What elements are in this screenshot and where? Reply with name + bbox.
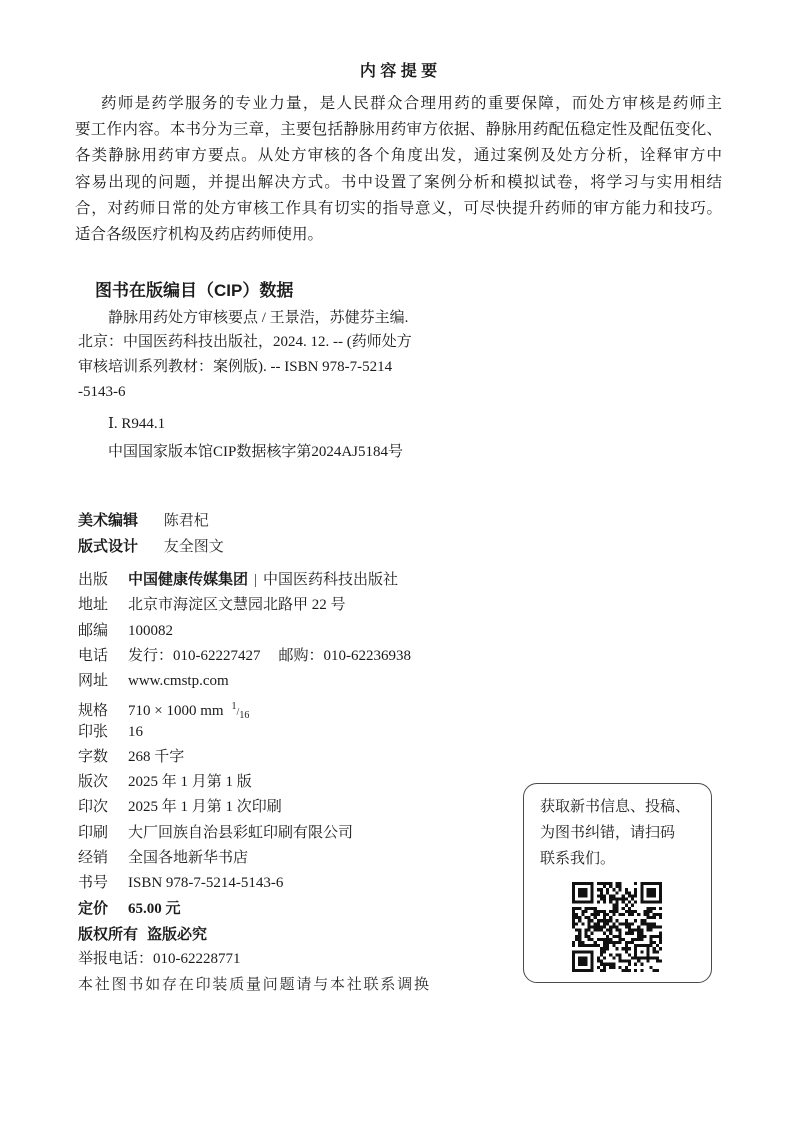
edition-row [78,770,498,795]
printer-row [78,821,498,846]
summary-paragraph [75,91,722,248]
cip-line: 北京：中国医药科技出版社，2024. 12. -- (药师处方 [78,334,412,350]
distributor-row [78,846,498,871]
format-fraction [232,694,250,728]
contact-text [540,794,705,872]
impression-value: 2025 年 1 月第 1 次印刷 [128,799,282,816]
postcode-label: 邮编 [78,622,109,639]
phone-row [78,644,498,669]
website-label: 网址 [78,673,109,689]
phone-label: 电话 [78,647,109,664]
printed-sheets-value: 16 [128,723,143,740]
piracy-warning: 盗版必究 [147,925,208,943]
impression-label: 印次 [78,799,109,816]
edition-label: 版次 [78,774,109,790]
summary-line: 容易出现的问题，并提出解决方式。书中设置了案例分析和模拟试卷，将学习与实用相结 [75,173,722,191]
cip-classification: Ⅰ. R944.1 [108,416,166,432]
isbn-row [78,871,498,896]
publisher-row [78,568,498,593]
price-value: 65.00 元 [128,901,181,918]
postcode-value: 100082 [128,622,173,639]
contact-line: 为图书纠错，请扫码 [540,825,676,841]
isbn-label: 书号 [78,875,109,891]
cip-line: -5143-6 [78,384,126,400]
format-denominator: 16 [239,710,250,722]
format-value: 710 × 1000 mm [128,703,224,720]
report-phone: 举报电话：010-62228771 [78,950,241,967]
summary-line: 要工作内容。本书分为三章，主要包括静脉用药审方依据、静脉用药配伍稳定性及配伍变化、 [75,121,722,139]
contact-box [523,783,712,983]
layout-design-row [78,534,224,558]
format-slash: / [236,707,240,719]
summary-line: 适合各级医疗机构及药店药师使用。 [75,225,324,243]
word-count-value: 268 千字 [128,748,185,765]
address-row [78,593,498,618]
address-label: 地址 [78,597,109,614]
publisher-separator: | [254,572,258,588]
format-label: 规格 [78,703,109,720]
publisher-group: 中国健康传媒集团 [128,572,249,588]
isbn-value: ISBN 978-7-5214-5143-6 [128,875,284,891]
website-value: www.cmstp.com [128,673,229,689]
publication-info [78,568,498,997]
printer-label: 印刷 [78,824,109,841]
format-numerator: 1 [231,701,237,713]
price-row [78,896,498,921]
contact-line: 获取新书信息、投稿、 [540,799,691,815]
printed-sheets-label: 印张 [78,723,109,740]
layout-design-label: 版式设计 [78,538,139,555]
art-editor-row [78,508,209,532]
summary-line: 合，对药师日常的处方审核工作具有切实的指导意义，可尽快提升药师的审方能力和技巧。 [75,199,722,217]
edition-value: 2025 年 1 月第 1 版 [128,774,252,790]
price-label: 定价 [78,900,109,918]
cip-record-number: 中国国家版本馆CIP数据核字第2024AJ5184号 [108,444,404,460]
distributor-label: 经销 [78,849,109,866]
word-count-row [78,745,498,770]
postcode-row [78,619,498,644]
publisher-label: 出版 [78,572,109,588]
quality-notice: 本社图书如存在印装质量问题请与本社联系调换 [78,975,431,993]
cip-line: 静脉用药处方审核要点 / 王景浩，苏健芬主编. [108,310,409,326]
publisher-name: 中国医药科技出版社 [263,572,399,588]
printer-value: 大厂回族自治县彩虹印刷有限公司 [128,824,354,841]
cip-heading: 图书在版编目（CIP）数据 [95,281,294,300]
impression-row [78,795,498,820]
layout-design-value: 友全图文 [163,537,224,555]
format-row [78,694,498,722]
distribution-phone: 发行：010-62227427 [128,647,261,664]
art-editor-value: 陈君杞 [163,511,209,529]
summary-line: 各类静脉用药审方要点。从处方审核的各个角度出发，通过案例及处方分析，诠释审方中 [75,147,722,165]
word-count-label: 字数 [78,748,109,765]
copyright-row [78,922,498,947]
summary-heading: 内 容 提 要 [359,63,438,80]
mail-order-phone: 邮购：010-62236938 [278,647,411,664]
qr-code-icon [572,882,662,972]
website-row [78,669,498,694]
art-editor-label: 美术编辑 [78,512,139,529]
distributor-value: 全国各地新华书店 [128,849,249,866]
printed-sheets-row [78,720,498,745]
contact-line: 联系我们。 [540,851,616,867]
summary-line: 药师是药学服务的专业力量，是人民群众合理用药的重要保障，而处方审核是药师主 [101,95,722,112]
cip-line: 审核培训系列教材：案例版). -- ISBN 978-7-5214 [78,359,393,375]
address-value: 北京市海淀区文慧园北路甲 22 号 [128,597,346,614]
copyright-reserved: 版权所有 [78,925,139,943]
